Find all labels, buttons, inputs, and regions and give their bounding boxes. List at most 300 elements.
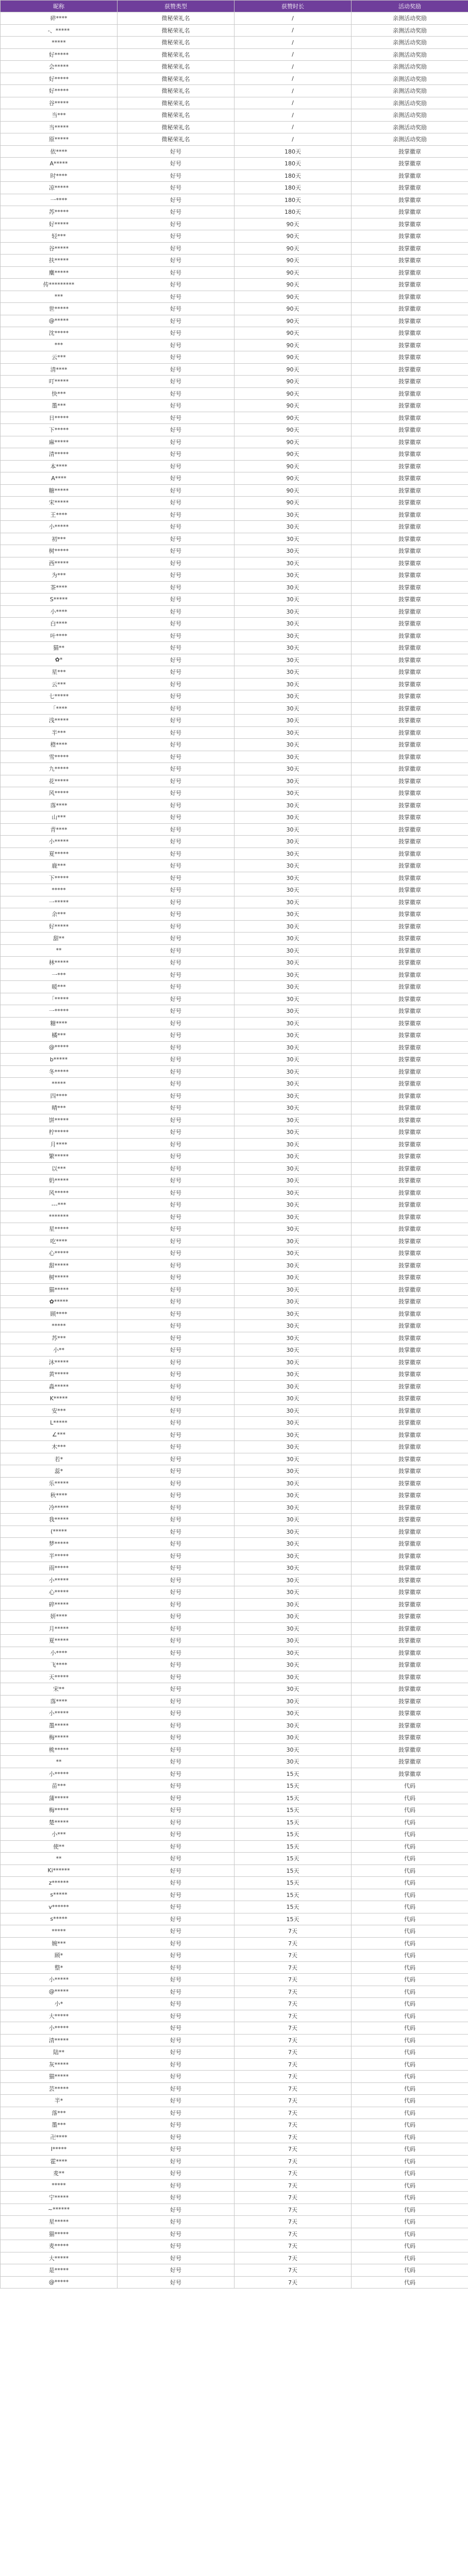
table-row bbox=[1, 811, 468, 824]
cell-event-reward: 鼓掌徽章 bbox=[352, 1054, 468, 1066]
cell-award-type: 好号 bbox=[118, 2034, 235, 2046]
cell-award-type: 好号 bbox=[118, 1356, 235, 1368]
cell-award-type: 好号 bbox=[118, 1332, 235, 1344]
table-row bbox=[1, 484, 468, 497]
cell-award-duration: 30天 bbox=[235, 920, 352, 933]
cell-event-reward: 鼓掌徽章 bbox=[352, 1332, 468, 1344]
table-row bbox=[1, 1211, 468, 1223]
cell-award-duration: 30天 bbox=[235, 848, 352, 860]
cell-award-duration: 7天 bbox=[235, 2119, 352, 2131]
cell-award-duration: 30天 bbox=[235, 618, 352, 630]
table-row bbox=[1, 1247, 468, 1260]
cell-event-reward: 鼓掌徽章 bbox=[352, 1041, 468, 1054]
cell-event-reward: 鼓掌徽章 bbox=[352, 569, 468, 582]
cell-award-type: 微秘荣礼名 bbox=[118, 24, 235, 37]
cell-event-reward: 鼓掌徽章 bbox=[352, 376, 468, 388]
cell-event-reward: 鼓掌徽章 bbox=[352, 1526, 468, 1538]
cell-nickname: 心***** bbox=[1, 1586, 118, 1599]
cell-nickname: 霍**** bbox=[1, 2155, 118, 2167]
cell-award-duration: 30天 bbox=[235, 1272, 352, 1284]
table-row bbox=[1, 860, 468, 872]
cell-nickname: 落*** bbox=[1, 2107, 118, 2119]
cell-nickname: ***** bbox=[1, 1320, 118, 1332]
table-row bbox=[1, 1368, 468, 1381]
table-row bbox=[1, 509, 468, 521]
table-row bbox=[1, 85, 468, 97]
cell-award-type: 好号 bbox=[118, 594, 235, 606]
cell-nickname: 小***** bbox=[1, 521, 118, 533]
cell-award-type: 好号 bbox=[118, 1683, 235, 1696]
cell-award-duration: / bbox=[235, 37, 352, 49]
cell-nickname: 顾* bbox=[1, 1950, 118, 1962]
cell-award-duration: 30天 bbox=[235, 1017, 352, 1029]
cell-award-duration: 30天 bbox=[235, 1441, 352, 1453]
cell-event-reward: 亲测活动奖励 bbox=[352, 24, 468, 37]
cell-award-duration: 30天 bbox=[235, 1659, 352, 1671]
table-row bbox=[1, 1296, 468, 1308]
cell-event-reward: 鼓掌徽章 bbox=[352, 1586, 468, 1599]
cell-nickname: 雪***** bbox=[1, 751, 118, 763]
cell-event-reward: 鼓掌徽章 bbox=[352, 1296, 468, 1308]
cell-event-reward: 代码 bbox=[352, 1840, 468, 1853]
cell-nickname: @***** bbox=[1, 2276, 118, 2289]
cell-award-type: 好号 bbox=[118, 266, 235, 279]
table-row bbox=[1, 1235, 468, 1247]
cell-nickname: A**** bbox=[1, 472, 118, 485]
cell-award-duration: 30天 bbox=[235, 860, 352, 872]
cell-award-type: 微秘荣礼名 bbox=[118, 97, 235, 109]
table-row bbox=[1, 48, 468, 61]
cell-nickname: 飞**** bbox=[1, 1659, 118, 1671]
cell-nickname: 小**** bbox=[1, 1647, 118, 1659]
table-row bbox=[1, 2264, 468, 2277]
cell-award-type: 好号 bbox=[118, 424, 235, 436]
cell-award-duration: 30天 bbox=[235, 1743, 352, 1756]
cell-nickname: 一*** bbox=[1, 969, 118, 981]
cell-award-duration: 30天 bbox=[235, 1429, 352, 1441]
table-row bbox=[1, 872, 468, 884]
cell-award-type: 好号 bbox=[118, 1695, 235, 1707]
cell-award-duration: 90天 bbox=[235, 436, 352, 448]
cell-event-reward: 鼓掌徽章 bbox=[352, 1695, 468, 1707]
cell-award-duration: 30天 bbox=[235, 1707, 352, 1720]
table-row bbox=[1, 37, 468, 49]
cell-event-reward: 鼓掌徽章 bbox=[352, 715, 468, 727]
cell-award-type: 好号 bbox=[118, 1465, 235, 1478]
cell-award-duration: 15天 bbox=[235, 1780, 352, 1792]
table-row bbox=[1, 109, 468, 122]
table-row bbox=[1, 376, 468, 388]
cell-award-duration: 30天 bbox=[235, 981, 352, 993]
cell-award-type: 好号 bbox=[118, 1283, 235, 1296]
cell-award-duration: 7天 bbox=[235, 2264, 352, 2277]
cell-event-reward: 鼓掌徽章 bbox=[352, 763, 468, 775]
table-row bbox=[1, 1017, 468, 1029]
cell-award-duration: / bbox=[235, 109, 352, 122]
table-row bbox=[1, 775, 468, 787]
cell-nickname: 苏*** bbox=[1, 1332, 118, 1344]
cell-award-type: 好号 bbox=[118, 1029, 235, 1042]
cell-nickname: 好***** bbox=[1, 920, 118, 933]
table-row bbox=[1, 1429, 468, 1441]
cell-award-duration: 7天 bbox=[235, 2010, 352, 2022]
table-row bbox=[1, 739, 468, 751]
cell-nickname: 墨***** bbox=[1, 1719, 118, 1732]
cell-award-duration: 7天 bbox=[235, 2155, 352, 2167]
cell-event-reward: 鼓掌徽章 bbox=[352, 1102, 468, 1114]
cell-award-duration: 7天 bbox=[235, 1937, 352, 1950]
cell-award-duration: 90天 bbox=[235, 266, 352, 279]
table-row bbox=[1, 2192, 468, 2204]
cell-award-duration: 30天 bbox=[235, 594, 352, 606]
table-row bbox=[1, 1961, 468, 1974]
cell-event-reward: 鼓掌徽章 bbox=[352, 1635, 468, 1647]
cell-award-duration: 30天 bbox=[235, 836, 352, 848]
table-row bbox=[1, 1175, 468, 1187]
cell-award-type: 好号 bbox=[118, 1998, 235, 2010]
cell-award-duration: 7天 bbox=[235, 2131, 352, 2143]
table-row bbox=[1, 255, 468, 267]
cell-event-reward: 鼓掌徽章 bbox=[352, 266, 468, 279]
cell-award-type: 好号 bbox=[118, 1961, 235, 1974]
cell-event-reward: 亲测活动奖励 bbox=[352, 48, 468, 61]
cell-award-duration: 30天 bbox=[235, 642, 352, 654]
cell-award-type: 好号 bbox=[118, 1380, 235, 1393]
cell-award-duration: 30天 bbox=[235, 1611, 352, 1623]
cell-award-duration: 7天 bbox=[235, 2046, 352, 2059]
cell-event-reward: 鼓掌徽章 bbox=[352, 654, 468, 666]
cell-nickname: 楚***** bbox=[1, 1816, 118, 1828]
cell-award-type: 好号 bbox=[118, 1719, 235, 1732]
table-row bbox=[1, 896, 468, 908]
cell-nickname: Ki****** bbox=[1, 1865, 118, 1877]
cell-award-type: 好号 bbox=[118, 1393, 235, 1405]
table-row bbox=[1, 24, 468, 37]
cell-award-type: 好号 bbox=[118, 2155, 235, 2167]
table-row bbox=[1, 1041, 468, 1054]
table-row bbox=[1, 2228, 468, 2240]
cell-award-duration: 30天 bbox=[235, 775, 352, 787]
table-row bbox=[1, 1356, 468, 1368]
cell-nickname: *** bbox=[1, 291, 118, 303]
cell-award-type: 好号 bbox=[118, 811, 235, 824]
cell-award-duration: 30天 bbox=[235, 799, 352, 811]
cell-award-duration: 180天 bbox=[235, 194, 352, 206]
cell-event-reward: 鼓掌徽章 bbox=[352, 1768, 468, 1780]
cell-event-reward: 代码 bbox=[352, 2034, 468, 2046]
cell-nickname: 糖**** bbox=[1, 1017, 118, 1029]
cell-award-type: 好号 bbox=[118, 1453, 235, 1465]
cell-nickname: 风***** bbox=[1, 1187, 118, 1199]
cell-nickname: 四**** bbox=[1, 1090, 118, 1102]
cell-nickname: 陆** bbox=[1, 2046, 118, 2059]
cell-nickname: 芸***** bbox=[1, 2082, 118, 2095]
cell-event-reward: 代码 bbox=[352, 2010, 468, 2022]
cell-award-duration: 30天 bbox=[235, 1126, 352, 1139]
cell-award-duration: 15天 bbox=[235, 1828, 352, 1841]
cell-event-reward: 鼓掌徽章 bbox=[352, 884, 468, 896]
cell-award-duration: 30天 bbox=[235, 521, 352, 533]
cell-nickname: 猫***** bbox=[1, 2228, 118, 2240]
cell-nickname: 奶***** bbox=[1, 1175, 118, 1187]
cell-award-type: 好号 bbox=[118, 1622, 235, 1635]
cell-award-duration: 30天 bbox=[235, 1562, 352, 1574]
table-row bbox=[1, 1550, 468, 1562]
table-row bbox=[1, 751, 468, 763]
cell-award-duration: 30天 bbox=[235, 1526, 352, 1538]
cell-award-type: 好号 bbox=[118, 1017, 235, 1029]
cell-award-type: 好号 bbox=[118, 1247, 235, 1260]
table-row bbox=[1, 908, 468, 921]
cell-nickname: 山*** bbox=[1, 811, 118, 824]
table-row bbox=[1, 726, 468, 739]
table-row bbox=[1, 182, 468, 194]
table-row bbox=[1, 581, 468, 594]
cell-award-duration: 180天 bbox=[235, 206, 352, 218]
cell-event-reward: 代码 bbox=[352, 2155, 468, 2167]
cell-event-reward: 鼓掌徽章 bbox=[352, 981, 468, 993]
cell-award-type: 好号 bbox=[118, 1138, 235, 1150]
cell-award-type: 好号 bbox=[118, 1732, 235, 1744]
cell-award-type: 好号 bbox=[118, 860, 235, 872]
cell-award-duration: 7天 bbox=[235, 2179, 352, 2192]
cell-award-duration: / bbox=[235, 12, 352, 25]
cell-nickname: ---*** bbox=[1, 1199, 118, 1211]
cell-event-reward: 鼓掌徽章 bbox=[352, 1489, 468, 1502]
cell-award-duration: 30天 bbox=[235, 1005, 352, 1018]
cell-event-reward: 鼓掌徽章 bbox=[352, 1743, 468, 1756]
cell-award-duration: 30天 bbox=[235, 1199, 352, 1211]
cell-award-type: 好号 bbox=[118, 230, 235, 243]
table-row bbox=[1, 1283, 468, 1296]
cell-nickname: @***** bbox=[1, 1041, 118, 1054]
cell-event-reward: 鼓掌徽章 bbox=[352, 969, 468, 981]
cell-event-reward: 代码 bbox=[352, 1901, 468, 1913]
cell-event-reward: 鼓掌徽章 bbox=[352, 848, 468, 860]
cell-event-reward: 亲测活动奖励 bbox=[352, 73, 468, 85]
table-row bbox=[1, 1683, 468, 1696]
cell-award-type: 好号 bbox=[118, 2179, 235, 2192]
cell-award-duration: 7天 bbox=[235, 2228, 352, 2240]
cell-event-reward: 鼓掌徽章 bbox=[352, 702, 468, 715]
cell-nickname: I***** bbox=[1, 2143, 118, 2156]
cell-event-reward: 鼓掌徽章 bbox=[352, 545, 468, 557]
cell-nickname: 梅***** bbox=[1, 1804, 118, 1817]
cell-nickname: 花***** bbox=[1, 775, 118, 787]
table-row bbox=[1, 1029, 468, 1042]
cell-nickname: 快*** bbox=[1, 387, 118, 400]
cell-award-duration: 30天 bbox=[235, 1465, 352, 1478]
cell-nickname: ~****** bbox=[1, 2204, 118, 2216]
cell-nickname: 宋***** bbox=[1, 497, 118, 509]
cell-award-type: 好号 bbox=[118, 969, 235, 981]
cell-award-duration: 90天 bbox=[235, 230, 352, 243]
cell-event-reward: 代码 bbox=[352, 1974, 468, 1986]
cell-award-duration: 7天 bbox=[235, 2216, 352, 2228]
cell-event-reward: 鼓掌徽章 bbox=[352, 933, 468, 945]
cell-award-type: 好号 bbox=[118, 2264, 235, 2277]
cell-award-type: 好号 bbox=[118, 872, 235, 884]
cell-event-reward: 代码 bbox=[352, 2276, 468, 2289]
table-row bbox=[1, 1150, 468, 1163]
table-row bbox=[1, 1126, 468, 1139]
table-row bbox=[1, 1913, 468, 1925]
cell-award-type: 好号 bbox=[118, 509, 235, 521]
cell-award-duration: 30天 bbox=[235, 1320, 352, 1332]
cell-nickname: 吃**** bbox=[1, 1235, 118, 1247]
cell-event-reward: 代码 bbox=[352, 2071, 468, 2083]
cell-award-type: 好号 bbox=[118, 242, 235, 255]
cell-event-reward: 代码 bbox=[352, 1986, 468, 1998]
cell-event-reward: 鼓掌徽章 bbox=[352, 363, 468, 376]
cell-nickname: 日***** bbox=[1, 412, 118, 424]
cell-nickname: 沈***** bbox=[1, 327, 118, 340]
cell-award-duration: 30天 bbox=[235, 1671, 352, 1683]
cell-award-type: 好号 bbox=[118, 678, 235, 690]
table-row bbox=[1, 848, 468, 860]
table-row bbox=[1, 158, 468, 170]
table-row bbox=[1, 1380, 468, 1393]
table-row bbox=[1, 2204, 468, 2216]
cell-award-duration: 30天 bbox=[235, 1175, 352, 1187]
cell-event-reward: 鼓掌徽章 bbox=[352, 1005, 468, 1018]
cell-award-type: 好号 bbox=[118, 436, 235, 448]
table-row bbox=[1, 944, 468, 957]
cell-nickname: s***** bbox=[1, 1889, 118, 1901]
cell-nickname: ✿* bbox=[1, 654, 118, 666]
table-row bbox=[1, 1344, 468, 1357]
cell-award-duration: 30天 bbox=[235, 1538, 352, 1550]
cell-nickname: @***** bbox=[1, 315, 118, 327]
cell-award-duration: 90天 bbox=[235, 484, 352, 497]
cell-award-duration: 30天 bbox=[235, 1090, 352, 1102]
cell-event-reward: 代码 bbox=[352, 2082, 468, 2095]
table-row bbox=[1, 315, 468, 327]
table-row bbox=[1, 1695, 468, 1707]
cell-nickname: ***** bbox=[1, 1925, 118, 1938]
table-row bbox=[1, 763, 468, 775]
cell-nickname: 时**** bbox=[1, 170, 118, 182]
cell-award-duration: 30天 bbox=[235, 1368, 352, 1381]
cell-award-type: 好号 bbox=[118, 1538, 235, 1550]
cell-award-duration: 7天 bbox=[235, 2143, 352, 2156]
cell-event-reward: 鼓掌徽章 bbox=[352, 1732, 468, 1744]
cell-award-duration: 30天 bbox=[235, 1308, 352, 1320]
cell-nickname: 顾**** bbox=[1, 1308, 118, 1320]
cell-award-type: 好号 bbox=[118, 1574, 235, 1586]
cell-award-duration: 15天 bbox=[235, 1768, 352, 1780]
table-row bbox=[1, 1308, 468, 1320]
cell-award-type: 好号 bbox=[118, 2058, 235, 2071]
cell-nickname: 下***** bbox=[1, 424, 118, 436]
cell-event-reward: 鼓掌徽章 bbox=[352, 1393, 468, 1405]
cell-nickname: 甜** bbox=[1, 933, 118, 945]
cell-award-duration: 180天 bbox=[235, 145, 352, 158]
cell-nickname: 七***** bbox=[1, 690, 118, 703]
table-row bbox=[1, 1828, 468, 1841]
cell-award-duration: 30天 bbox=[235, 969, 352, 981]
cell-nickname: 小* bbox=[1, 1998, 118, 2010]
table-row bbox=[1, 1090, 468, 1102]
cell-award-duration: 30天 bbox=[235, 1187, 352, 1199]
cell-award-duration: 180天 bbox=[235, 182, 352, 194]
cell-award-duration: 7天 bbox=[235, 2082, 352, 2095]
table-row bbox=[1, 1465, 468, 1478]
cell-event-reward: 代码 bbox=[352, 1998, 468, 2010]
cell-event-reward: 代码 bbox=[352, 2131, 468, 2143]
cell-award-type: 好号 bbox=[118, 2192, 235, 2204]
cell-event-reward: 鼓掌徽章 bbox=[352, 1223, 468, 1235]
table-row bbox=[1, 303, 468, 315]
cell-award-duration: / bbox=[235, 24, 352, 37]
cell-nickname: ** bbox=[1, 1853, 118, 1865]
cell-event-reward: 代码 bbox=[352, 1925, 468, 1938]
table-row bbox=[1, 618, 468, 630]
table-row bbox=[1, 1538, 468, 1550]
cell-nickname: ******* bbox=[1, 1211, 118, 1223]
cell-award-type: 好号 bbox=[118, 1659, 235, 1671]
cell-award-duration: 30天 bbox=[235, 933, 352, 945]
table-row bbox=[1, 1732, 468, 1744]
cell-nickname: 风***** bbox=[1, 787, 118, 800]
cell-award-duration: 30天 bbox=[235, 1356, 352, 1368]
table-row bbox=[1, 436, 468, 448]
cell-award-duration: 30天 bbox=[235, 690, 352, 703]
cell-award-type: 好号 bbox=[118, 545, 235, 557]
cell-event-reward: 鼓掌徽章 bbox=[352, 158, 468, 170]
cell-event-reward: 鼓掌徽章 bbox=[352, 1150, 468, 1163]
table-row bbox=[1, 678, 468, 690]
table-body bbox=[1, 12, 468, 2289]
cell-nickname: 小***** bbox=[1, 1974, 118, 1986]
cell-nickname: 桃***** bbox=[1, 1743, 118, 1756]
cell-event-reward: 代码 bbox=[352, 2046, 468, 2059]
cell-award-duration: 30天 bbox=[235, 1489, 352, 1502]
cell-award-type: 好号 bbox=[118, 1102, 235, 1114]
cell-award-type: 好号 bbox=[118, 1853, 235, 1865]
table-row bbox=[1, 1199, 468, 1211]
cell-event-reward: 鼓掌徽章 bbox=[352, 908, 468, 921]
cell-nickname: 小***** bbox=[1, 836, 118, 848]
cell-nickname: s***** bbox=[1, 1913, 118, 1925]
table-row bbox=[1, 2010, 468, 2022]
cell-event-reward: 鼓掌徽章 bbox=[352, 1283, 468, 1296]
table-row bbox=[1, 1780, 468, 1792]
cell-event-reward: 鼓掌徽章 bbox=[352, 327, 468, 340]
table-row bbox=[1, 690, 468, 703]
cell-event-reward: 鼓掌徽章 bbox=[352, 1126, 468, 1139]
table-row bbox=[1, 569, 468, 582]
table-row bbox=[1, 1743, 468, 1756]
header-award-type: 获赞类型 bbox=[118, 1, 235, 12]
cell-event-reward: 代码 bbox=[352, 2167, 468, 2180]
cell-award-type: 好号 bbox=[118, 1865, 235, 1877]
cell-event-reward: 代码 bbox=[352, 2143, 468, 2156]
cell-nickname: 落**** bbox=[1, 799, 118, 811]
cell-nickname: 清**** bbox=[1, 363, 118, 376]
cell-event-reward: 代码 bbox=[352, 1804, 468, 1817]
cell-award-duration: 30天 bbox=[235, 1683, 352, 1696]
cell-nickname: 浅***** bbox=[1, 715, 118, 727]
cell-award-duration: 90天 bbox=[235, 376, 352, 388]
table-row bbox=[1, 97, 468, 109]
cell-award-duration: 7天 bbox=[235, 2276, 352, 2289]
cell-award-type: 好号 bbox=[118, 255, 235, 267]
cell-award-duration: 30天 bbox=[235, 1247, 352, 1260]
cell-nickname: 卍**** bbox=[1, 2131, 118, 2143]
cell-award-duration: 30天 bbox=[235, 1211, 352, 1223]
table-row bbox=[1, 145, 468, 158]
